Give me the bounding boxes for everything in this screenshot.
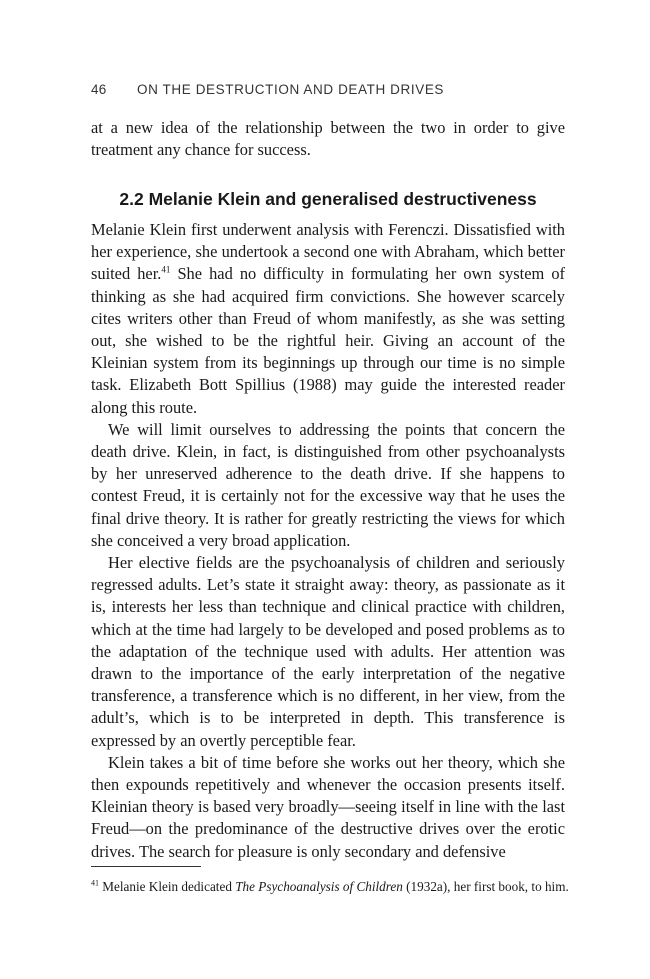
- paragraph-1: [91, 219, 565, 419]
- footnote-separator: [91, 866, 201, 867]
- paragraph-1-text-cont: She had no difficulty in formulating her own system of thinking as she had acquired firm convictions. She however scarcely cites writers other than Freud of whom manifestly, as she was setting out, she wished to be the rightful heir. Giving an account of the Kleinian system from its beginnings up through our time is no simple task. Elizabeth Bott Spillius (1988) may guide the interested reader along this route.: [91, 264, 565, 417]
- section-heading: 2.2 Melanie Klein and generalised destructiveness: [119, 189, 537, 209]
- paragraph-2: We will limit ourselves to addressing the points that concern the death drive. Klein, in fact, is distinguished from other psychoanalysts by her unreserved adherence to the death drive. If she happens to contest Freud, it is certainly not for the excessive way that he uses the final drive theory. It is rather for greatly restricting the views for which she conceived a very broad application.: [91, 419, 565, 550]
- continuation-block: [91, 117, 565, 161]
- footnote-reference: 41: [161, 264, 171, 275]
- continuation-paragraph: at a new idea of the relationship between the two in order to give treatment any chance for success.: [91, 118, 565, 160]
- footnote-book-title: The Psychoanalysis of Children: [235, 879, 403, 894]
- footnote-marker: 41: [91, 878, 99, 888]
- footnote-text: Melanie Klein dedicated: [99, 879, 236, 894]
- footnote-text-cont: (1932a), her first book, to him.: [402, 879, 569, 894]
- running-title: ON THE DESTRUCTION AND DEATH DRIVES: [137, 82, 445, 97]
- page-number: 46: [91, 82, 107, 97]
- paragraph-3: Her elective fields are the psychoanalysis of children and seriously regressed adults. Let’s state it straight away: theory, as passionate as it is, interests her less than technique and clinical practice with children, which at the time had largely to be developed and posed problems as to the adaptation of the technique used with adults. Her attention was drawn to the importance of the early interpretation of the negative transference, a transference which is no different, in her view, from the adult’s, which is to be interpreted in depth. This transference is expressed by an overtly perceptible fear.: [91, 553, 565, 750]
- section-body: [91, 219, 565, 863]
- running-header: [91, 82, 571, 102]
- paragraph-1-text: Melanie Klein first underwent analysis with Ferenczi. Dissatisfied with her experience, she undertook a second one with Abraham, which better suited her.: [91, 220, 565, 284]
- footnote: [91, 878, 571, 896]
- paragraph-4: Klein takes a bit of time before she works out her theory, which she then expounds repetitively and whenever the occasion presents itself. Kleinian theory is based very broadly—seeing itself in line with the last Freud—on the predominance of the destructive drives over the erotic drives. The search for pleasure is only secondary and defensive: [91, 752, 565, 861]
